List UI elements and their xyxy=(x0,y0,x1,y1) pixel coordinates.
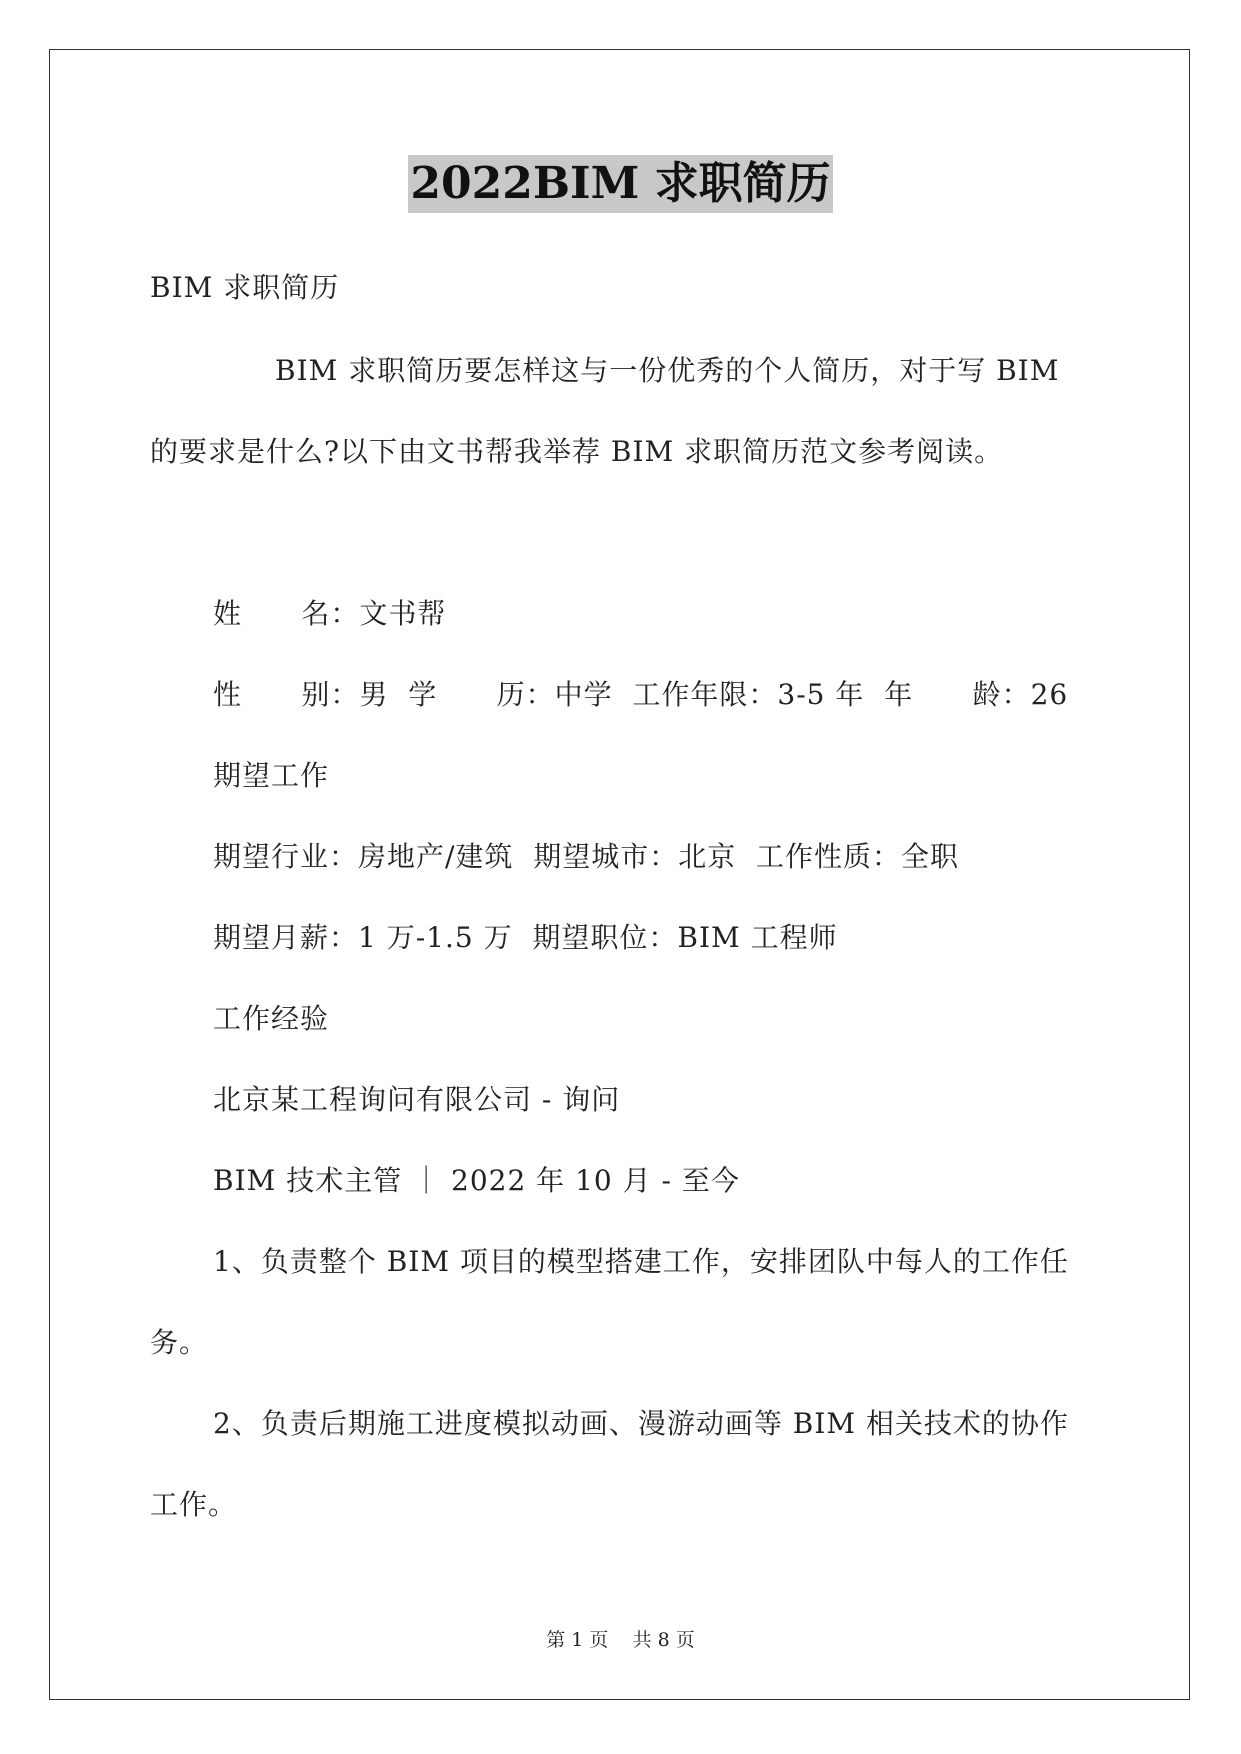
title-container xyxy=(0,155,1241,213)
experience-section-label: 工作经验 xyxy=(213,1002,330,1035)
duty-1-line-1: 1、负责整个 BIM 项目的模型搭建工作，安排团队中每人的工作任 xyxy=(213,1245,1069,1278)
document-title: 2022BIM 求职简历 xyxy=(408,155,832,213)
heading-text: BIM 求职简历 xyxy=(150,271,340,304)
intro-line-2: 的要求是什么?以下由文书帮我举荐 BIM 求职简历范文参考阅读。 xyxy=(150,435,1004,468)
name-line: 姓 名：文书帮 xyxy=(213,597,447,630)
duty-1-line-2: 务。 xyxy=(150,1326,209,1359)
page-footer: 第 1 页 共 8 页 xyxy=(546,1629,695,1651)
expectation-industry-line: 期望行业：房地产/建筑 期望城市：北京 工作性质：全职 xyxy=(213,840,960,873)
duty-2-line-1: 2、负责后期施工进度模拟动画、漫游动画等 BIM 相关技术的协作 xyxy=(213,1407,1069,1440)
expectation-section-label: 期望工作 xyxy=(213,759,330,792)
expectation-salary-line: 期望月薪：1 万-1.5 万 期望职位：BIM 工程师 xyxy=(213,921,838,954)
intro-line-1: BIM 求职简历要怎样这与一份优秀的个人简历，对于写 BIM xyxy=(275,354,1060,387)
company-line: 北京某工程询问有限公司 - 询问 xyxy=(213,1083,621,1116)
role-line: BIM 技术主管 ｜ 2022 年 10 月 - 至今 xyxy=(213,1164,740,1197)
info-line: 性 别：男 学 历：中学 工作年限：3-5 年 年 龄：26 xyxy=(213,678,1069,711)
duty-2-line-2: 工作。 xyxy=(150,1488,238,1521)
